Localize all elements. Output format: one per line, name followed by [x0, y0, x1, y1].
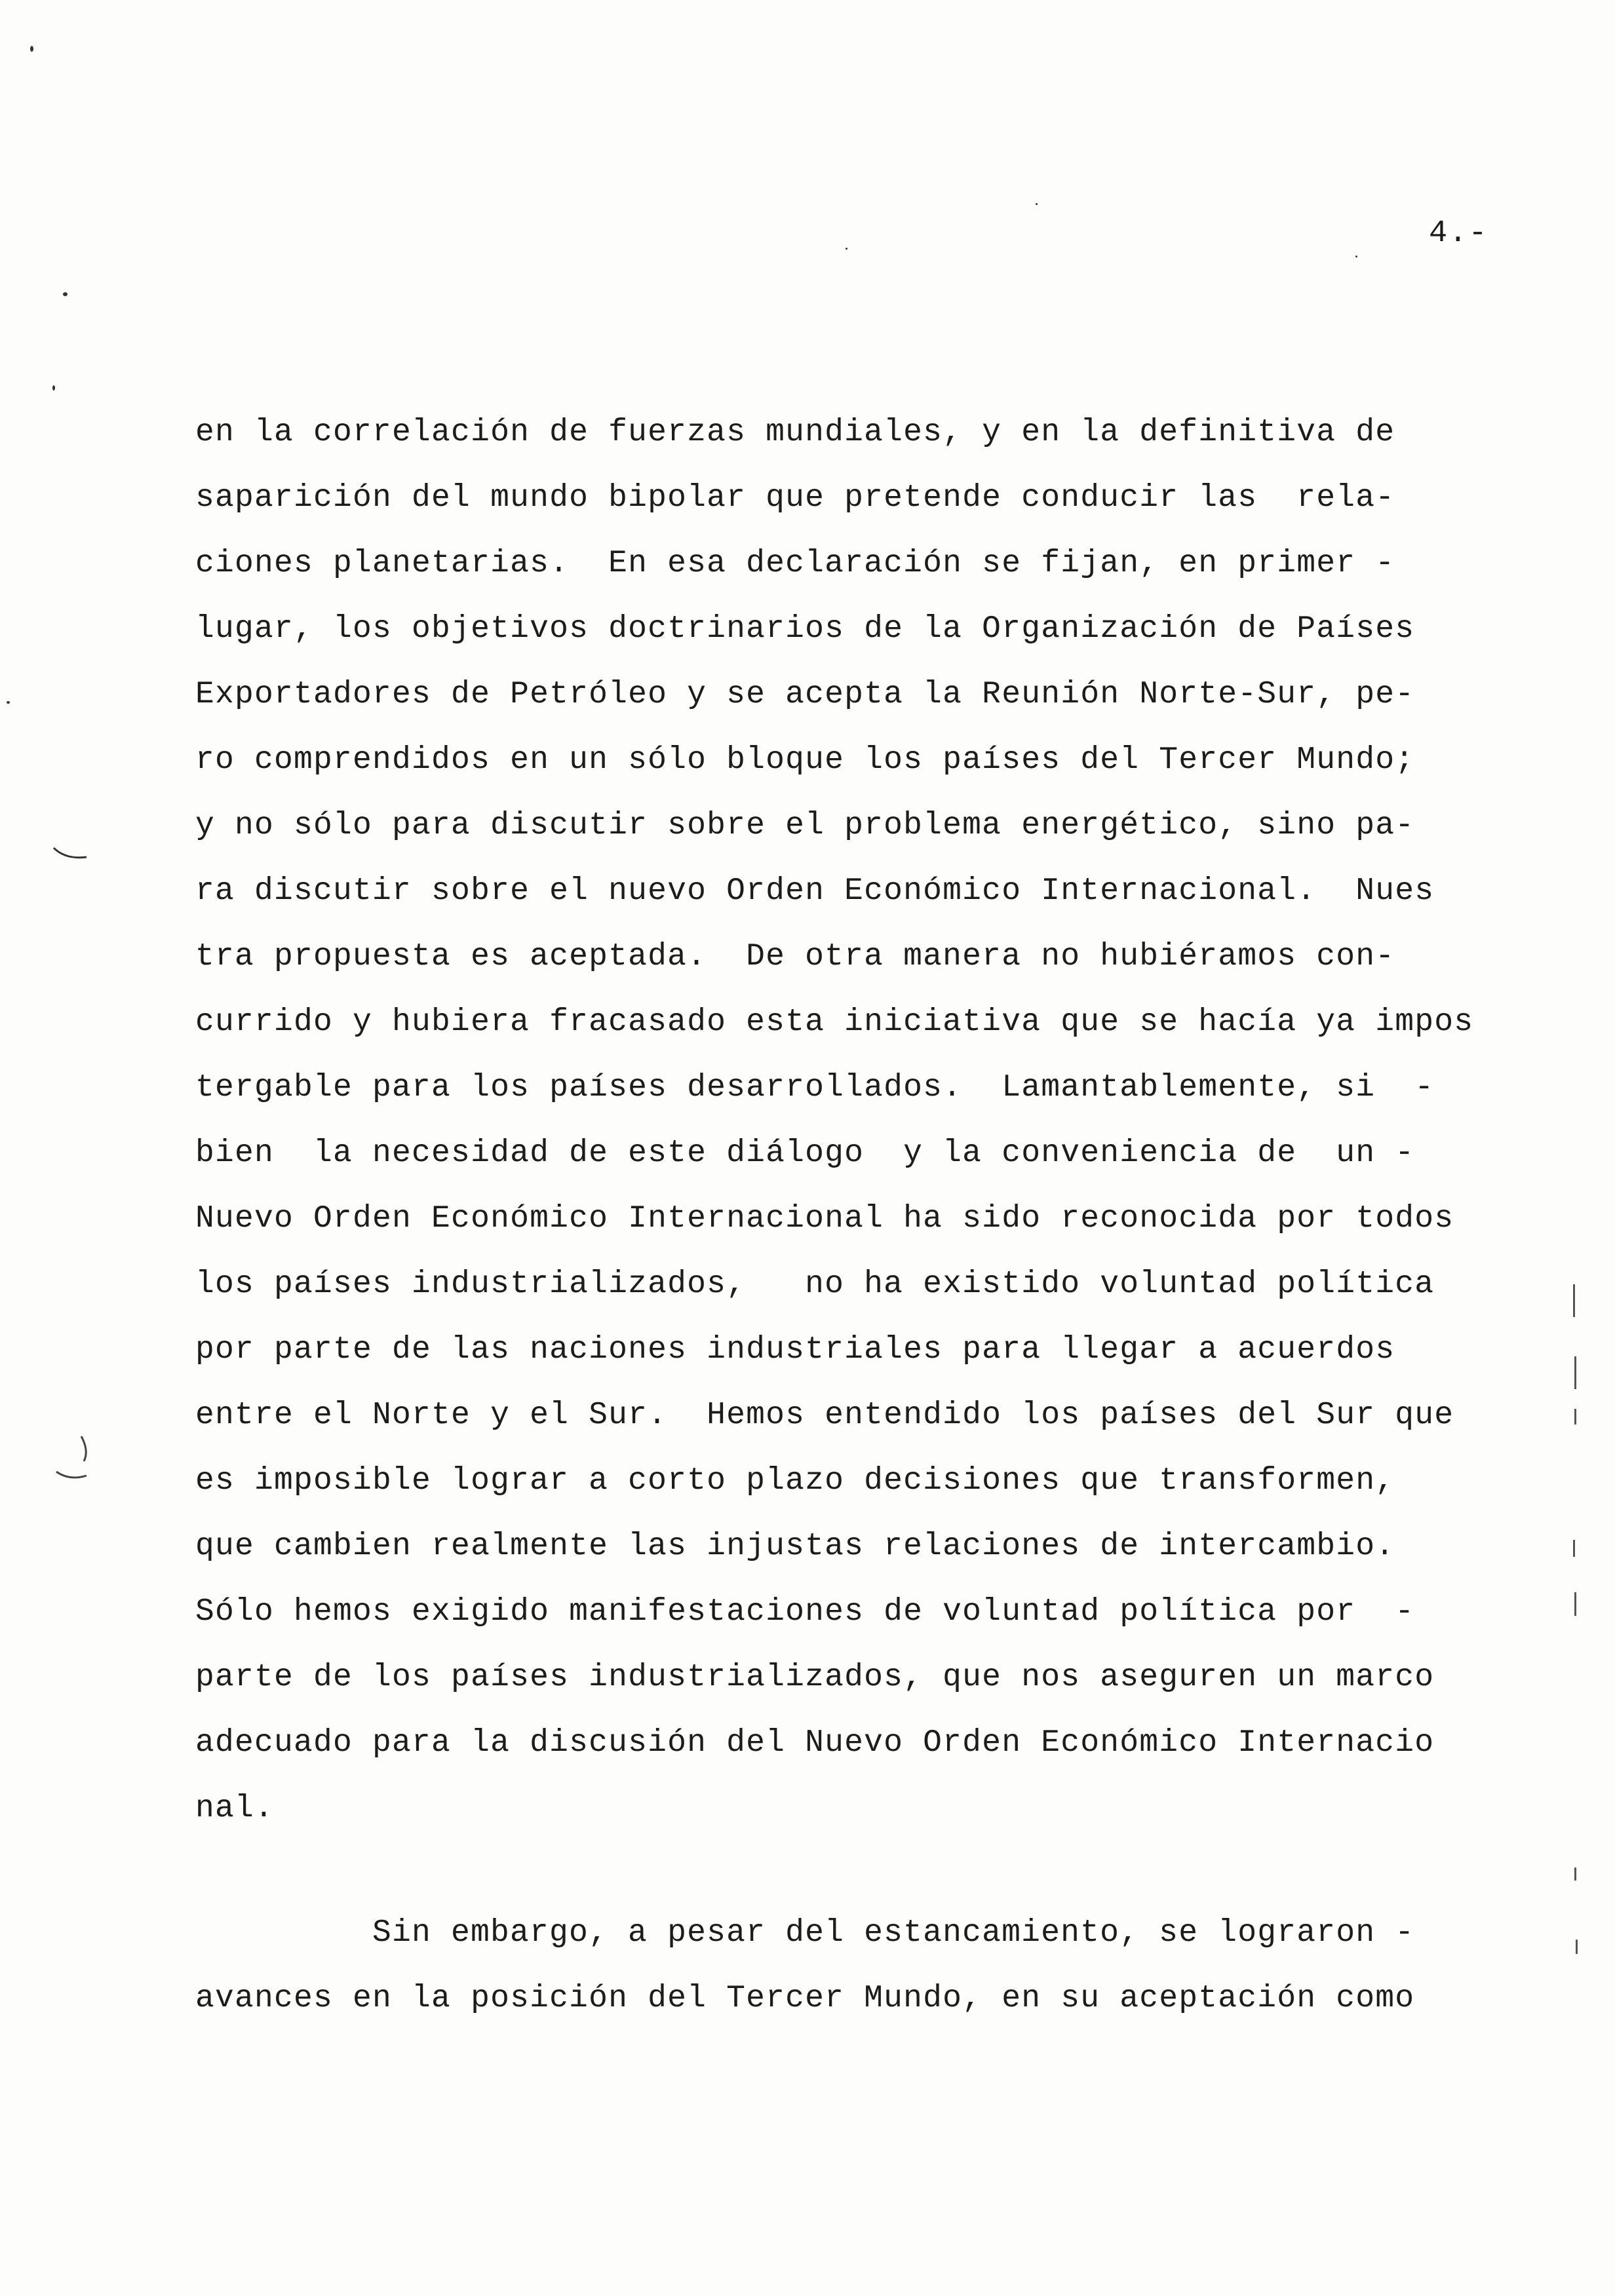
text-line: Sin embargo, a pesar del estancamiento, se lograron - — [372, 1915, 1415, 1951]
text-line: ro comprendidos en un sólo bloque los países del Tercer Mundo; — [195, 742, 1415, 778]
scan-speck — [63, 292, 68, 296]
text-line: ra discutir sobre el nuevo Orden Económico Internacional. Nues — [195, 873, 1435, 909]
text-line: Nuevo Orden Económico Internacional ha sido reconocida por todos — [195, 1201, 1454, 1236]
text-line: saparición del mundo bipolar que pretende conducir las rela- — [195, 480, 1395, 516]
text-line: currido y hubiera fracasado esta iniciativa que se hacía ya impos — [195, 1004, 1474, 1040]
text-line: ciones planetarias. En esa declaración se fijan, en primer - — [195, 546, 1395, 581]
text-line: nal. — [195, 1791, 275, 1826]
scan-speck — [1036, 203, 1038, 205]
scan-speck — [30, 46, 33, 52]
text-line: Sólo hemos exigido manifestaciones de voluntad política por - — [195, 1594, 1415, 1630]
scan-edge-mark — [1576, 1940, 1578, 1954]
text-line: tra propuesta es aceptada. De otra manera no hubiéramos con- — [195, 939, 1395, 974]
text-line: es imposible lograr a corto plazo decisiones que transformen, — [195, 1463, 1395, 1499]
scan-edge-mark — [1574, 1356, 1576, 1389]
text-line: que cambien realmente las injustas relaciones de intercambio. — [195, 1529, 1395, 1564]
text-line: parte de los países industrializados, que nos aseguren un marco — [195, 1660, 1435, 1695]
text-line: avances en la posición del Tercer Mundo, en su aceptación como — [195, 1981, 1415, 2016]
scan-speck — [7, 701, 10, 704]
page-number: 4.- — [1429, 216, 1489, 251]
text-line: lugar, los objetivos doctrinarios de la Organización de Países — [195, 611, 1415, 647]
text-line: adecuado para la discusión del Nuevo Orden Económico Internacio — [195, 1725, 1435, 1761]
scan-edge-mark — [1574, 1409, 1576, 1425]
paragraph-1 — [195, 400, 1474, 1841]
text-line: y no sólo para discutir sobre el problema energético, sino pa- — [195, 808, 1415, 843]
scan-speck — [846, 248, 847, 250]
text-line: en la correlación de fuerzas mundiales, y en la definitiva de — [195, 415, 1395, 450]
scan-edge-mark — [1574, 1592, 1576, 1616]
scan-curve-mark — [52, 1435, 92, 1481]
text-line: los países industrializados, no ha existido voluntad política — [195, 1267, 1435, 1302]
text-line: Exportadores de Petróleo y se acepta la Reunión Norte-Sur, pe- — [195, 677, 1415, 712]
scan-speck — [1355, 256, 1357, 258]
text-line: tergable para los países desarrollados. Lamantablemente, si - — [195, 1070, 1435, 1105]
scan-curve-mark — [52, 845, 92, 865]
scan-edge-mark — [1573, 1540, 1575, 1557]
scan-edge-mark — [1573, 1284, 1575, 1317]
paragraph-2 — [195, 1900, 1441, 2031]
text-line: por parte de las naciones industriales para llegar a acuerdos — [195, 1332, 1395, 1368]
scan-speck — [52, 385, 55, 391]
text-line: bien la necesidad de este diálogo y la conveniencia de un - — [195, 1136, 1415, 1171]
text-line: entre el Norte y el Sur. Hemos entendido los países del Sur que — [195, 1398, 1454, 1433]
scan-edge-mark — [1574, 1867, 1576, 1881]
